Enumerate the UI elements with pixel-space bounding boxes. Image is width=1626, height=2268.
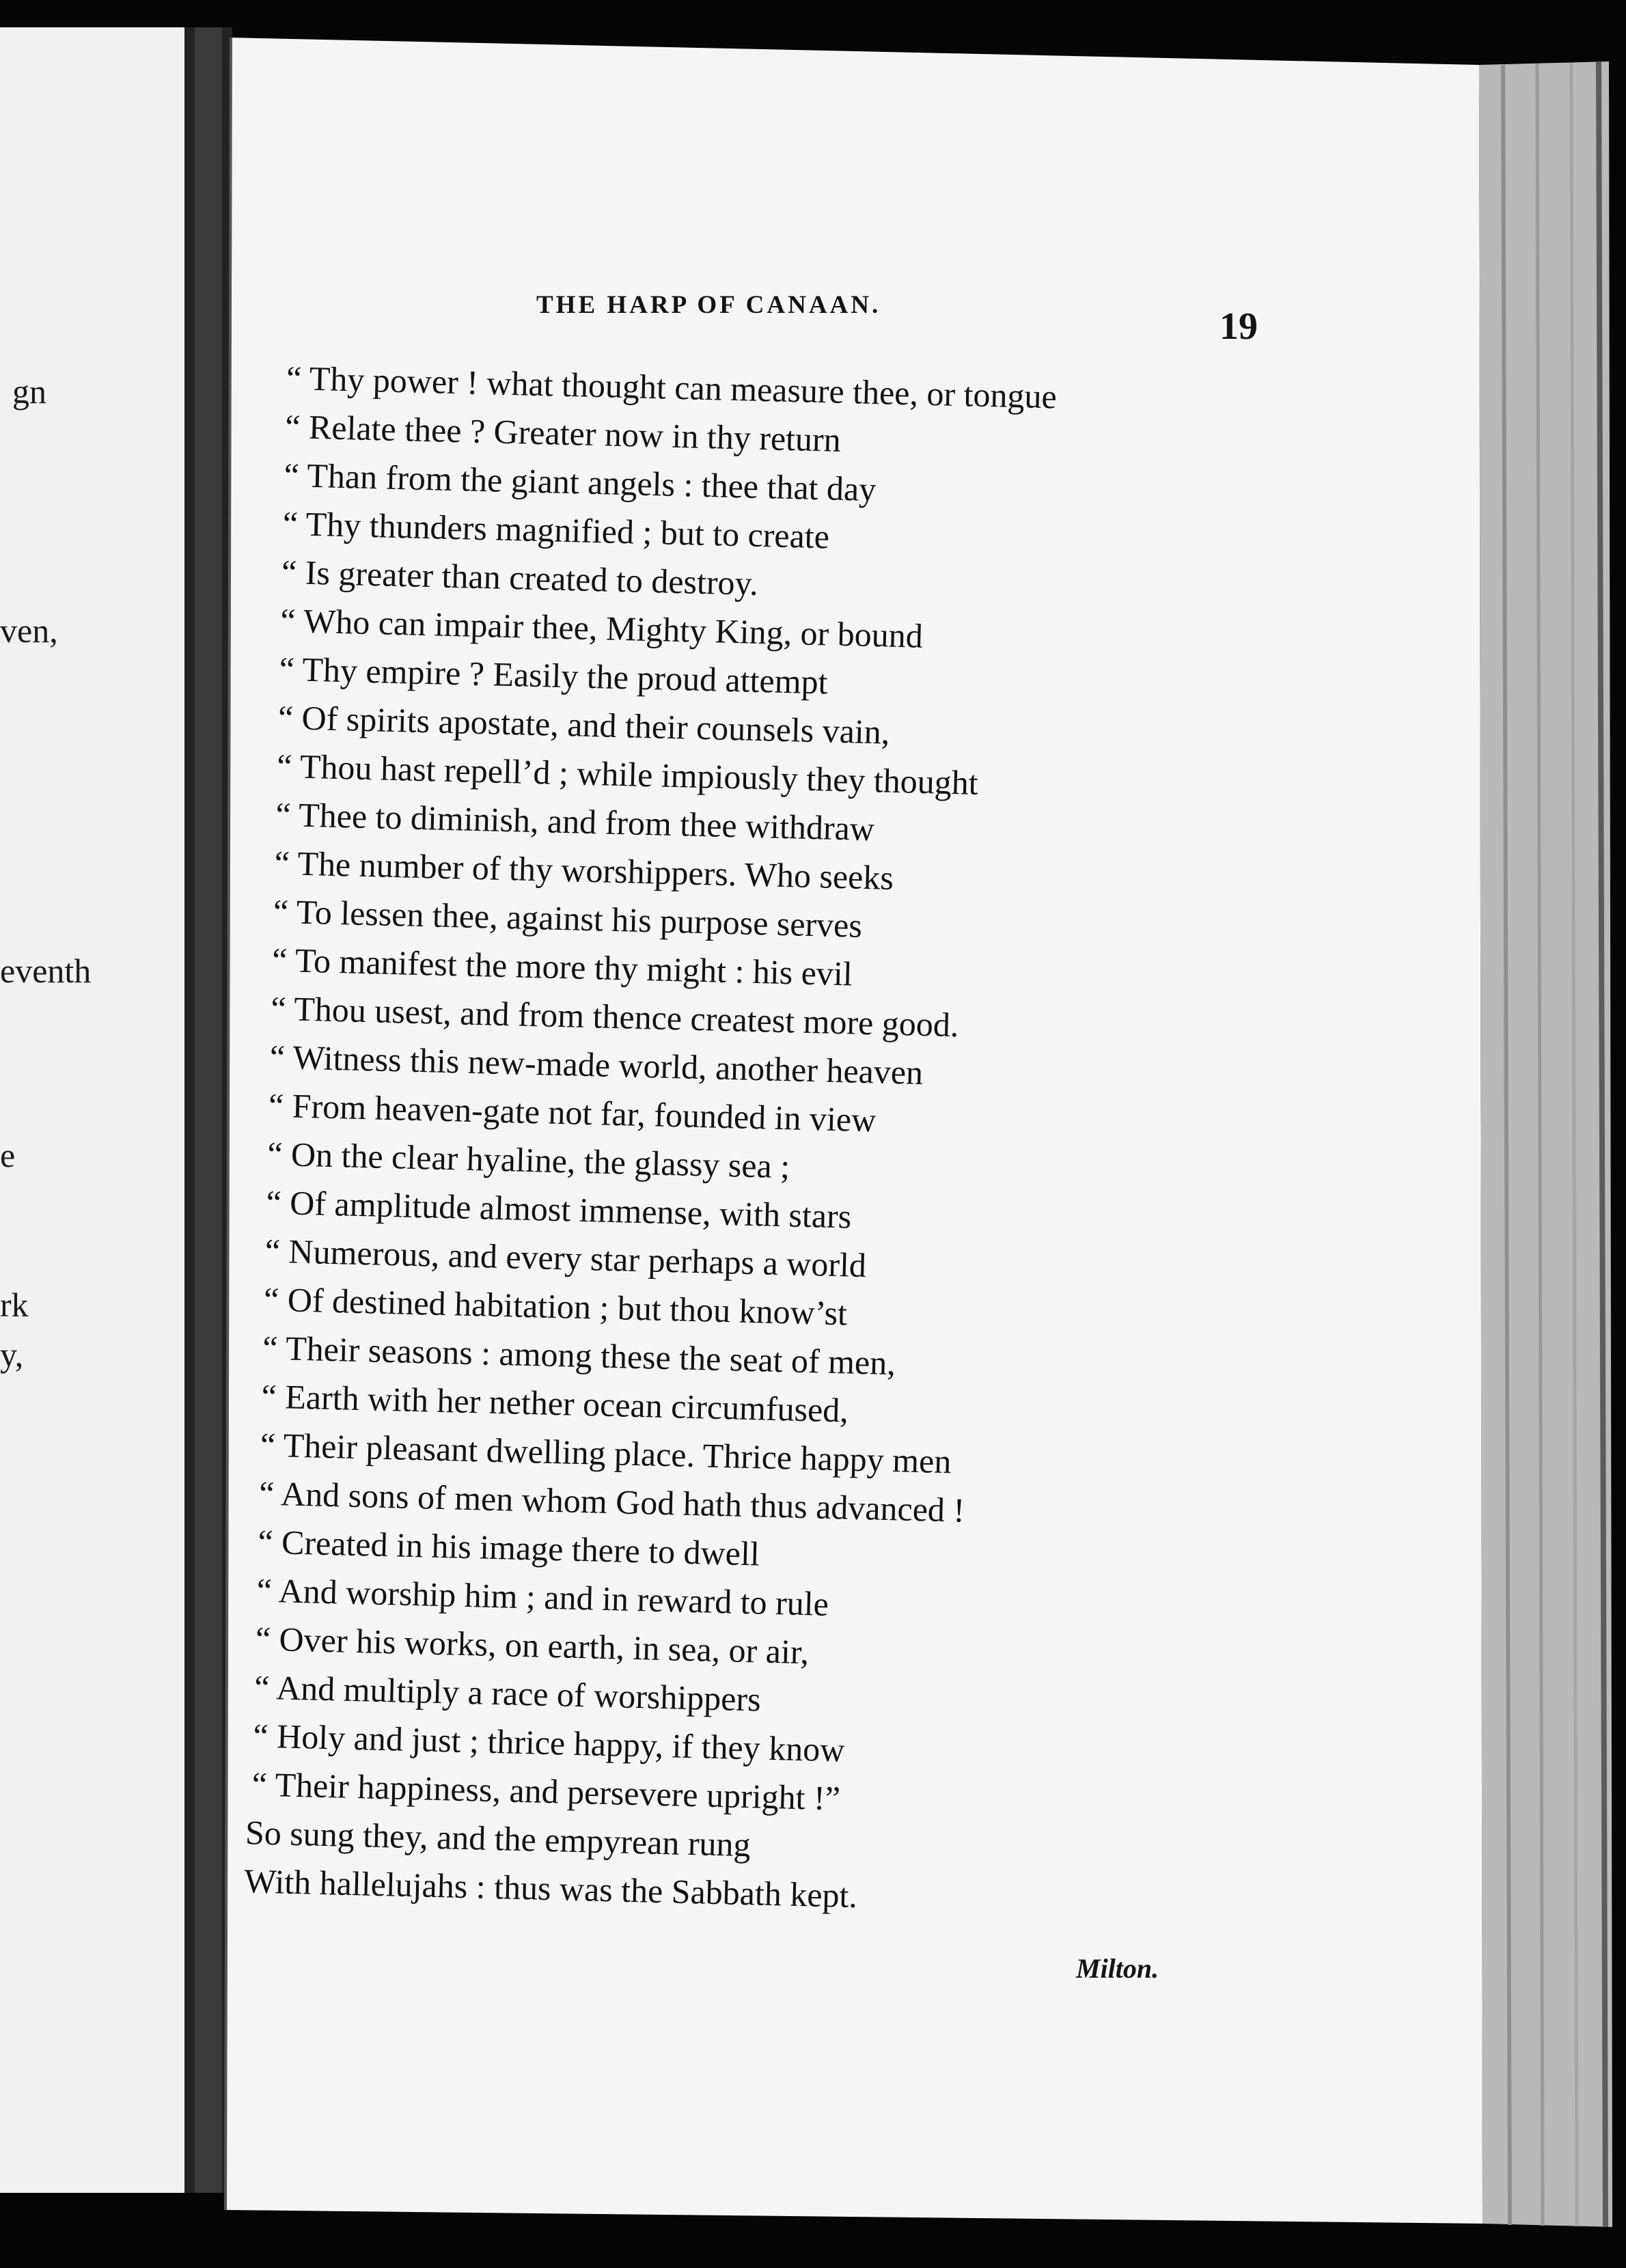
poem-line: “ And sons of men whom God hath thus advanced ! — [258, 1474, 965, 1530]
left-page-fragment: y, — [0, 1336, 24, 1374]
poem-line: “ Who can impair thee, Mighty King, or bound — [279, 600, 924, 655]
poem-line: With hallelujahs : thus was the Sabbath kept. — [243, 1862, 858, 1916]
poem-line: “ Their happiness, and persevere upright !” — [251, 1765, 841, 1818]
poem-line: “ Numerous, and every star perhaps a world — [264, 1231, 867, 1285]
running-head: THE HARP OF CANAAN. — [536, 291, 881, 319]
poem-line: “ Relate thee ? Greater now in thy return — [284, 406, 842, 459]
poem-line: “ Thou hast repell’d ; while impiously they thought — [276, 746, 979, 802]
poem-text — [243, 354, 1058, 1924]
poem-line: “ The number of thy worshippers. Who seeks — [274, 843, 894, 897]
poem-line: “ Thee to diminish, and from thee withdraw — [275, 794, 875, 848]
poem-line: “ Is greater than created to destroy. — [281, 552, 759, 603]
poem-line: “ Thy thunders magnified ; but to create — [282, 503, 830, 556]
left-page-fragment: e — [0, 1136, 16, 1174]
poem-line: “ On the clear hyaline, the glassy sea ; — [266, 1134, 790, 1186]
poem-line: “ Of spirits apostate, and their counsels vain, — [277, 697, 891, 751]
left-page-fragment: gn — [12, 372, 46, 411]
poem-line: “ From heaven-gate not far, founded in view — [268, 1085, 877, 1139]
poem-line: So sung they, and the empyrean rung — [245, 1813, 752, 1864]
poem-line: “ Thy empire ? Easily the proud attempt — [279, 649, 829, 702]
page-edges — [1479, 61, 1612, 2227]
poem-line: “ And multiply a race of worshippers — [253, 1668, 762, 1719]
poem-line: “ Witness this new-made world, another heaven — [269, 1037, 924, 1092]
poem-line: “ Over his works, on earth, in sea, or air, — [255, 1619, 810, 1672]
left-page — [0, 27, 198, 2193]
poem-line: “ Than from the giant angels : thee that day — [283, 455, 877, 509]
poem-line: “ To manifest the more thy might : his evil — [271, 940, 853, 993]
left-page-fragment: ven, — [0, 611, 58, 650]
poem-line: “ Created in his image there to dwell — [257, 1522, 760, 1573]
poem-line: “ And worship him ; and in reward to rule — [256, 1571, 829, 1623]
poem-line: “ Earth with her nether ocean circumfused, — [261, 1377, 849, 1430]
left-page-fragment: rk — [0, 1286, 29, 1324]
poem-line: “ Their seasons : among these the seat of men, — [262, 1328, 896, 1383]
attribution: Milton. — [1076, 1953, 1159, 1984]
poem-line: “ Thou usest, and from thence createst more good. — [270, 988, 960, 1045]
poem-line: “ Of amplitude almost immense, with stars — [265, 1183, 852, 1236]
page-number: 19 — [1220, 305, 1258, 348]
poem-line: “ Thy power ! what thought can measure thee, or tongue — [286, 358, 1058, 416]
poem-line: “ Of destined habitation ; but thou know’st — [263, 1280, 848, 1333]
poem-line: “ Holy and just ; thrice happy, if they know — [252, 1716, 846, 1769]
poem-line: “ Their pleasant dwelling place. Thrice happy men — [260, 1425, 952, 1481]
poem-line: “ To lessen thee, against his purpose serves — [273, 891, 863, 945]
left-page-fragment: eventh — [0, 952, 92, 990]
